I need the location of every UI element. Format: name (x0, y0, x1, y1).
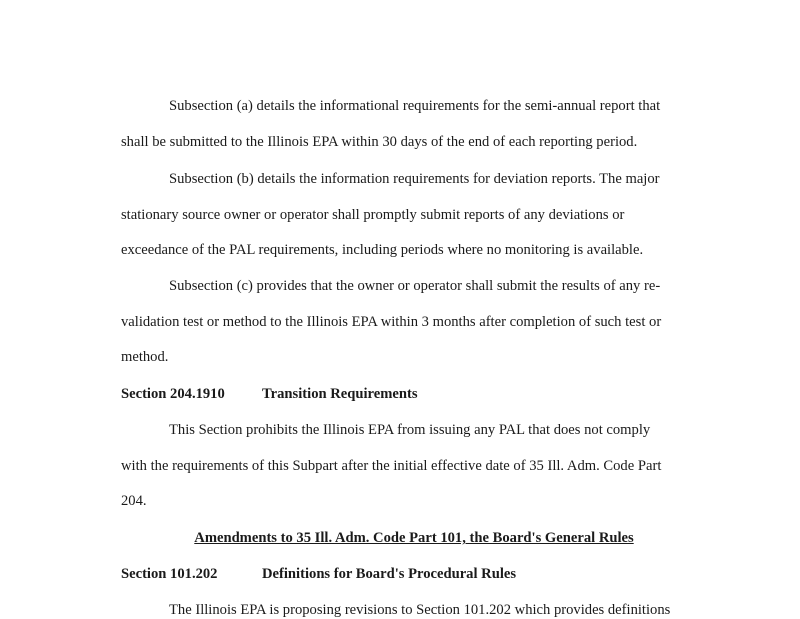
amendments-heading: Amendments to 35 Ill. Adm. Code Part 101, the Board's General Rules (194, 530, 634, 546)
paragraph-line: 204. (121, 493, 147, 509)
section-number: Section 204.1910 (121, 386, 225, 402)
paragraph-line: Subsection (a) details the informational requirements for the semi-annual report that (169, 98, 661, 114)
paragraph-line: Subsection (c) provides that the owner or operator shall submit the results of any re- (169, 278, 661, 294)
section-title: Definitions for Board's Procedural Rules (262, 566, 517, 582)
section-title: Transition Requirements (262, 386, 418, 402)
paragraph-line: Subsection (b) details the information requirements for deviation reports. The major (169, 171, 660, 187)
paragraph-line: validation test or method to the Illinois EPA within 3 months after completion of such test or (121, 314, 662, 330)
paragraph-line: The Illinois EPA is proposing revisions to Section 101.202 which provides definitions (169, 602, 671, 618)
paragraph-line: This Section prohibits the Illinois EPA from issuing any PAL that does not comply (169, 422, 651, 438)
paragraph-line: shall be submitted to the Illinois EPA within 30 days of the end of each reporting period. (121, 134, 638, 150)
section-number: Section 101.202 (121, 566, 218, 582)
paragraph-line: with the requirements of this Subpart after the initial effective date of 35 Ill. Adm. Code Part (121, 458, 662, 474)
paragraph-line: method. (121, 349, 169, 365)
paragraph-line: stationary source owner or operator shall promptly submit reports of any deviations or (121, 207, 625, 223)
paragraph-line: exceedance of the PAL requirements, including periods where no monitoring is available. (121, 242, 644, 258)
